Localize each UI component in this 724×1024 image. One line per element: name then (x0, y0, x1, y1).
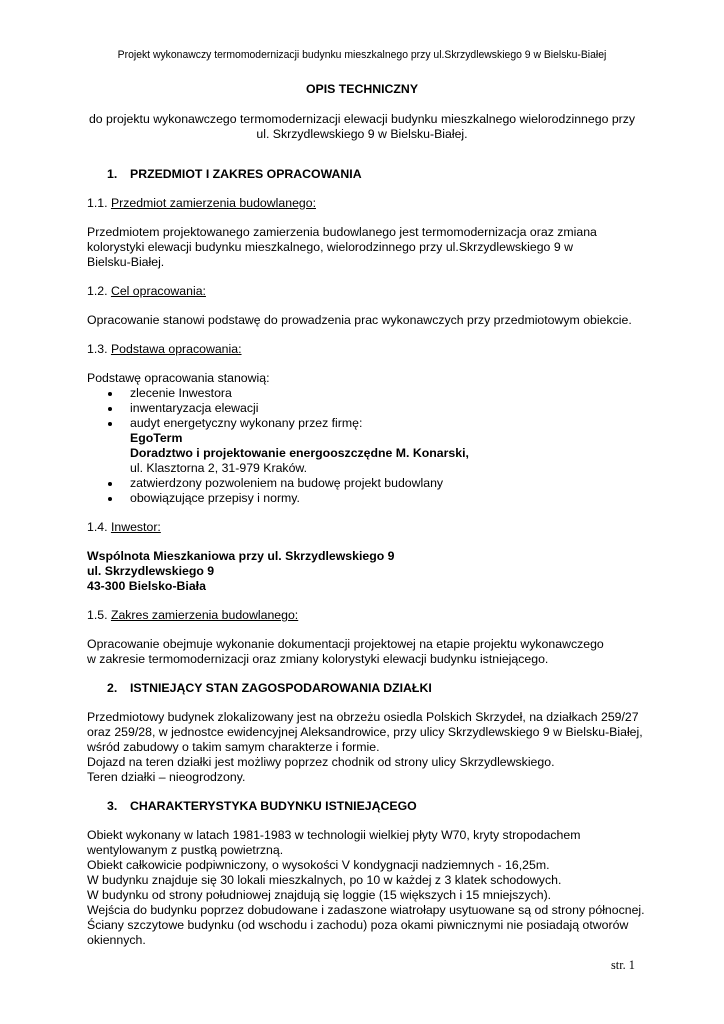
basis-intro: Podstawę opracowania stanowią: (87, 371, 270, 385)
bullet-icon (108, 422, 112, 426)
section-heading-3: 3. CHARAKTERYSTYKA BUDYNKU ISTNIEJĄCEGO (107, 799, 417, 813)
subsection-heading-1-2: 1.2. Cel opracowania: (87, 284, 206, 298)
bullet-icon (108, 407, 112, 411)
list-item: audyt energetyczny wykonany przez firmę: EgoTerm Doradztwo i projektowanie energooszczędne M. Konarski, ul. Klasztorna 2, 31-979 Kraków. (87, 416, 647, 476)
investor-block: Wspólnota Mieszkaniowa przy ul. Skrzydlewskiego 9 ul. Skrzydlewskiego 9 43-300 Bielsko-Biała (87, 549, 395, 593)
firm-description: Doradztwo i projektowanie energooszczędne M. Konarski, (130, 446, 469, 460)
paragraph-1-1: Przedmiotem projektowanego zamierzenia budowlanego jest termomodernizacja oraz zmiana kolorystyki elewacji budynku mieszkalnego, wielorodzinnego przy ul.Skrzydlewskiego 9 w Bielsku-Białej. (87, 225, 597, 269)
firm-address: ul. Klasztorna 2, 31-979 Kraków. (130, 461, 308, 475)
section-heading-2: 2. ISTNIEJĄCY STAN ZAGOSPODAROWANIA DZIAŁKI (107, 681, 432, 695)
subtitle-line: do projektu wykonawczego termomodernizacji elewacji budynku mieszkalnego wielorodzinnego przy (88, 112, 636, 126)
subsection-heading-1-1: 1.1. Przedmiot zamierzenia budowlanego: (87, 196, 316, 210)
document-body (87, 167, 647, 962)
subtitle-line: ul. Skrzydlewskiego 9 w Bielsku-Białej. (256, 127, 468, 141)
list-item: inwentaryzacja elewacji (87, 401, 647, 416)
document-title: OPIS TECHNICZNY (305, 82, 419, 96)
subsection-heading-1-3: 1.3. Podstawa opracowania: (87, 342, 242, 356)
section-heading-1: 1. PRZEDMIOT I ZAKRES OPRACOWANIA (107, 167, 362, 181)
running-header: Projekt wykonawczy termomodernizacji budynku mieszkalnego przy ul.Skrzydlewskiego 9 w Bielsku-Białej (117, 49, 607, 61)
document-subtitle (60, 112, 664, 142)
paragraph-1-2: Opracowanie stanowi podstawę do prowadzenia prac wykonawczych przy przedmiotowym obiekcie. (87, 313, 632, 327)
basis-list (87, 386, 647, 506)
list-item: zatwierdzony pozwoleniem na budowę projekt budowlany (87, 476, 647, 491)
paragraph-2: Przedmiotowy budynek zlokalizowany jest na obrzeżu osiedla Polskich Skrzydeł, na działkach 259/27 oraz 259/28, w jednostce ewidencyjnej Aleksandrowice, przy ulicy Skrzydlewskiego 9 w Bielsku-Białej, wśród zabudowy o takim samym charakterze i formie. Dojazd na teren działki jest możliwy poprzez chodnik od strony ulicy Skrzydlewskiego. Teren działki – nieogrodzony. (87, 710, 643, 784)
bullet-icon (108, 497, 112, 501)
firm-name: EgoTerm (130, 431, 183, 445)
page-number: str. 1 (611, 958, 635, 972)
bullet-icon (108, 482, 112, 486)
subsection-heading-1-5: 1.5. Zakres zamierzenia budowlanego: (87, 608, 299, 622)
list-item: zlecenie Inwestora (87, 386, 647, 401)
list-item: obowiązujące przepisy i normy. (87, 491, 647, 506)
subsection-heading-1-4: 1.4. Inwestor: (87, 520, 161, 534)
bullet-icon (108, 392, 112, 396)
paragraph-1-5: Opracowanie obejmuje wykonanie dokumentacji projektowej na etapie projektu wykonawczego w zakresie termomodernizacji oraz zmiany kolorystyki elewacji budynku istniejącego. (87, 637, 604, 666)
paragraph-3: Obiekt wykonany w latach 1981-1983 w technologii wielkiej płyty W70, kryty stropodachem wentylowanym z pustką powietrzną. Obiekt całkowicie podpiwniczony, o wysokości V kondygnacji nadziemnych - 16,25m. W budynku znajduje się 30 lokali mieszkalnych, po 10 w każdej z 3 klatek schodowych. W budynku od strony południowej znajdują się loggie (15 większych i 15 mniejszych). Wejścia do budynku poprzez dobudowane i zadaszone wiatrołapy usytuowane są od strony północnej. Ściany szczytowe budynku (od wschodu i zachodu) poza okami piwnicznymi nie posiadają otworów okiennych. (87, 828, 645, 947)
